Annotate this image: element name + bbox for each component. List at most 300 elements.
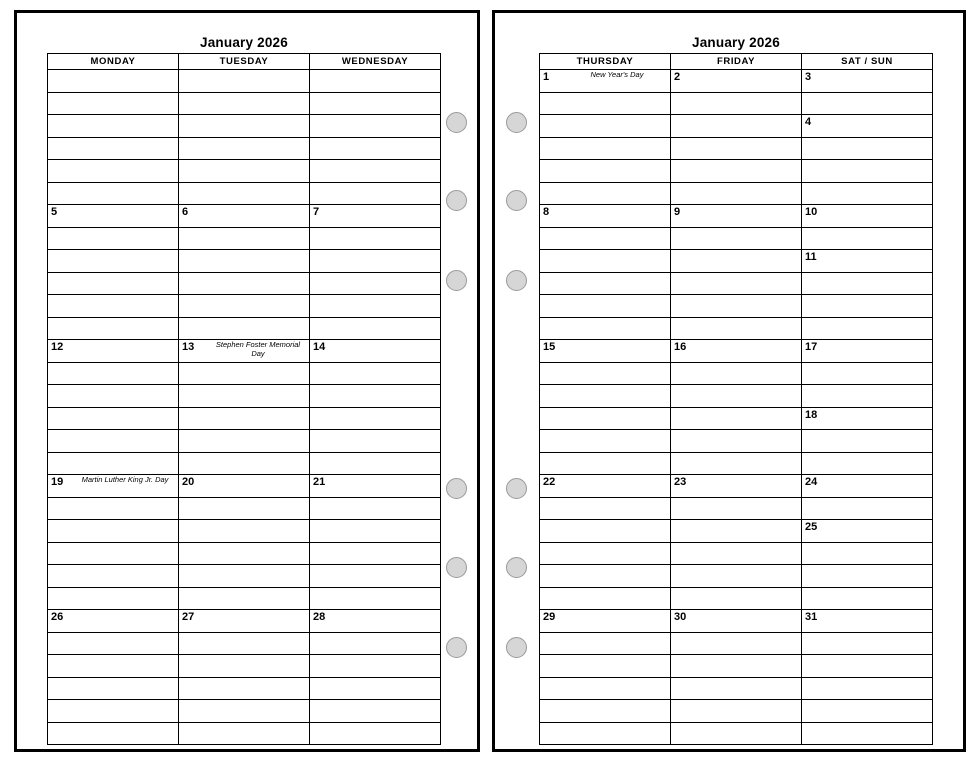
day-cell[interactable]: [48, 70, 179, 93]
day-cell[interactable]: [802, 610, 933, 633]
note-line[interactable]: [671, 452, 802, 475]
note-row: [540, 655, 933, 678]
note-line[interactable]: [179, 227, 310, 250]
binder-ring: [446, 270, 467, 291]
note-line[interactable]: [48, 317, 179, 340]
note-line[interactable]: [310, 722, 441, 745]
note-line[interactable]: [179, 655, 310, 678]
day-cell[interactable]: [802, 520, 933, 543]
day-cell[interactable]: [179, 205, 310, 228]
note-line[interactable]: [179, 295, 310, 318]
note-line[interactable]: [179, 677, 310, 700]
note-line[interactable]: [671, 385, 802, 408]
note-line[interactable]: [802, 700, 933, 723]
note-line[interactable]: [802, 227, 933, 250]
note-line[interactable]: [671, 92, 802, 115]
note-line[interactable]: [48, 407, 179, 430]
note-line[interactable]: [310, 497, 441, 520]
day-cell[interactable]: [671, 475, 802, 498]
day-cell[interactable]: [179, 610, 310, 633]
day-cell[interactable]: [179, 70, 310, 93]
note-line[interactable]: [179, 385, 310, 408]
note-line[interactable]: [310, 137, 441, 160]
day-cell[interactable]: [671, 610, 802, 633]
note-row: [540, 250, 933, 273]
note-line[interactable]: [310, 115, 441, 138]
note-line[interactable]: [48, 677, 179, 700]
note-line[interactable]: [540, 655, 671, 678]
day-number: 21: [313, 476, 326, 488]
day-cell[interactable]: [48, 610, 179, 633]
note-line[interactable]: [540, 407, 671, 430]
note-row: [540, 407, 933, 430]
note-line[interactable]: [540, 520, 671, 543]
note-line[interactable]: [540, 317, 671, 340]
note-row: [540, 385, 933, 408]
day-cell[interactable]: [802, 205, 933, 228]
note-line[interactable]: [540, 565, 671, 588]
note-line[interactable]: [671, 430, 802, 453]
note-line[interactable]: [310, 587, 441, 610]
day-cell[interactable]: [310, 475, 441, 498]
day-number: 25: [805, 521, 818, 533]
day-cell[interactable]: [310, 340, 441, 363]
day-number: 22: [543, 476, 556, 488]
note-row: [540, 722, 933, 745]
note-line[interactable]: [48, 272, 179, 295]
binder-ring: [506, 478, 527, 499]
day-cell[interactable]: [310, 610, 441, 633]
note-line[interactable]: [802, 565, 933, 588]
week-row: [540, 610, 933, 633]
note-line[interactable]: [48, 295, 179, 318]
note-line[interactable]: [310, 430, 441, 453]
note-line[interactable]: [48, 722, 179, 745]
day-number: 14: [313, 341, 326, 353]
note-line[interactable]: [671, 520, 802, 543]
day-cell[interactable]: [48, 475, 179, 498]
note-line[interactable]: [179, 317, 310, 340]
note-line[interactable]: [179, 250, 310, 273]
day-number: 12: [51, 341, 64, 353]
note-row: [540, 182, 933, 205]
note-line[interactable]: [802, 542, 933, 565]
note-line[interactable]: [802, 362, 933, 385]
note-line[interactable]: [802, 430, 933, 453]
note-row: [48, 272, 441, 295]
note-line[interactable]: [310, 227, 441, 250]
column-header-sat-sun: SAT / SUN: [802, 54, 933, 70]
holiday-label: New Year's Day: [590, 70, 644, 79]
day-cell[interactable]: [671, 340, 802, 363]
note-line[interactable]: [310, 407, 441, 430]
note-line[interactable]: [540, 430, 671, 453]
note-line[interactable]: [540, 272, 671, 295]
binder-ring: [506, 637, 527, 658]
note-line[interactable]: [179, 272, 310, 295]
note-row: [48, 632, 441, 655]
note-line[interactable]: [540, 92, 671, 115]
note-line[interactable]: [671, 565, 802, 588]
day-number: 9: [674, 206, 681, 218]
note-line[interactable]: [310, 542, 441, 565]
left-column-header-row: [48, 54, 441, 70]
note-line[interactable]: [540, 632, 671, 655]
day-cell[interactable]: [802, 475, 933, 498]
note-line[interactable]: [310, 677, 441, 700]
day-cell[interactable]: [310, 205, 441, 228]
note-line[interactable]: [671, 160, 802, 183]
note-line[interactable]: [179, 92, 310, 115]
day-cell[interactable]: [540, 610, 671, 633]
binder-ring: [446, 557, 467, 578]
note-row: [540, 227, 933, 250]
note-line[interactable]: [179, 587, 310, 610]
left-page-content: [47, 35, 441, 733]
binder-ring: [446, 478, 467, 499]
note-line[interactable]: [310, 160, 441, 183]
day-number: 28: [313, 611, 326, 623]
day-number: 26: [51, 611, 64, 623]
day-number: 5: [51, 206, 58, 218]
note-line[interactable]: [179, 452, 310, 475]
note-line[interactable]: [310, 565, 441, 588]
note-line[interactable]: [540, 452, 671, 475]
note-line[interactable]: [671, 182, 802, 205]
day-number: 31: [805, 611, 818, 623]
note-row: [540, 362, 933, 385]
note-row: [540, 565, 933, 588]
note-line[interactable]: [540, 137, 671, 160]
note-row: [540, 92, 933, 115]
binder-ring: [506, 112, 527, 133]
binder-ring: [446, 637, 467, 658]
note-line[interactable]: [179, 722, 310, 745]
note-row: [48, 160, 441, 183]
note-line[interactable]: [671, 700, 802, 723]
day-number: 18: [805, 408, 818, 421]
note-row: [540, 632, 933, 655]
week-row: [48, 70, 441, 93]
note-row: [48, 722, 441, 745]
note-line[interactable]: [48, 542, 179, 565]
note-row: [540, 677, 933, 700]
day-cell[interactable]: [671, 70, 802, 93]
right-week-grid: [539, 53, 933, 745]
note-line[interactable]: [179, 700, 310, 723]
note-line[interactable]: [48, 497, 179, 520]
day-cell[interactable]: [671, 205, 802, 228]
column-header-wednesday: WEDNESDAY: [310, 54, 441, 70]
note-line[interactable]: [310, 655, 441, 678]
note-line[interactable]: [48, 362, 179, 385]
note-line[interactable]: [310, 632, 441, 655]
note-line[interactable]: [540, 722, 671, 745]
note-line[interactable]: [802, 137, 933, 160]
note-line[interactable]: [540, 385, 671, 408]
note-line[interactable]: [310, 520, 441, 543]
binder-ring: [506, 557, 527, 578]
day-cell[interactable]: [802, 70, 933, 93]
note-line[interactable]: [48, 632, 179, 655]
day-number: 27: [182, 611, 195, 623]
day-cell[interactable]: [802, 250, 933, 273]
day-number: 24: [805, 476, 818, 488]
day-cell[interactable]: [540, 205, 671, 228]
note-line[interactable]: [48, 655, 179, 678]
day-number: 20: [182, 476, 195, 488]
note-line[interactable]: [671, 227, 802, 250]
day-number: 4: [805, 116, 812, 128]
note-line[interactable]: [671, 587, 802, 610]
note-line[interactable]: [671, 677, 802, 700]
note-line[interactable]: [48, 520, 179, 543]
note-line[interactable]: [540, 677, 671, 700]
note-row: [48, 520, 441, 543]
note-line[interactable]: [802, 272, 933, 295]
day-cell[interactable]: [179, 340, 310, 363]
note-row: [48, 565, 441, 588]
note-row: [48, 385, 441, 408]
note-line[interactable]: [802, 722, 933, 745]
day-number: 23: [674, 476, 687, 488]
note-line[interactable]: [540, 295, 671, 318]
note-row: [540, 542, 933, 565]
binder-ring: [446, 112, 467, 133]
note-line[interactable]: [179, 362, 310, 385]
right-month-title: January 2026: [692, 35, 780, 50]
note-line[interactable]: [48, 250, 179, 273]
binder-ring: [506, 190, 527, 211]
day-number: 15: [543, 341, 556, 353]
binder-ring: [506, 270, 527, 291]
note-row: [540, 430, 933, 453]
note-line[interactable]: [540, 497, 671, 520]
day-cell[interactable]: [310, 70, 441, 93]
day-number: 29: [543, 611, 556, 623]
note-line[interactable]: [179, 115, 310, 138]
day-cell[interactable]: [540, 340, 671, 363]
note-line[interactable]: [310, 272, 441, 295]
note-row: [48, 407, 441, 430]
note-line[interactable]: [540, 160, 671, 183]
note-line[interactable]: [179, 565, 310, 588]
day-cell[interactable]: [540, 475, 671, 498]
day-number: 2: [674, 71, 681, 83]
column-header-monday: MONDAY: [48, 54, 179, 70]
note-line[interactable]: [48, 587, 179, 610]
week-row: [48, 610, 441, 633]
day-number: 30: [674, 611, 687, 623]
note-row: [540, 160, 933, 183]
note-line[interactable]: [48, 385, 179, 408]
day-number: 13: [182, 341, 195, 353]
note-line[interactable]: [310, 250, 441, 273]
right-page: [492, 10, 966, 752]
note-line[interactable]: [802, 160, 933, 183]
note-line[interactable]: [671, 295, 802, 318]
day-cell[interactable]: [48, 340, 179, 363]
note-line[interactable]: [48, 565, 179, 588]
week-row: [540, 70, 933, 93]
holiday-label: Martin Luther King Jr. Day: [81, 475, 169, 484]
note-line[interactable]: [310, 92, 441, 115]
note-line[interactable]: [671, 407, 802, 430]
note-line[interactable]: [179, 430, 310, 453]
note-line[interactable]: [540, 362, 671, 385]
column-header-thursday: THURSDAY: [540, 54, 671, 70]
day-number: 19: [51, 476, 64, 488]
note-row: [48, 430, 441, 453]
day-number: 17: [805, 341, 818, 353]
note-row: [48, 182, 441, 205]
week-row: [48, 475, 441, 498]
note-line[interactable]: [179, 542, 310, 565]
week-row: [48, 340, 441, 363]
note-row: [48, 227, 441, 250]
note-row: [48, 317, 441, 340]
note-line[interactable]: [48, 700, 179, 723]
note-line[interactable]: [179, 160, 310, 183]
week-row: [540, 340, 933, 363]
day-number: 10: [805, 206, 818, 218]
note-line[interactable]: [540, 227, 671, 250]
note-line[interactable]: [310, 295, 441, 318]
note-line[interactable]: [179, 407, 310, 430]
right-column-header-row: [540, 54, 933, 70]
note-line[interactable]: [802, 655, 933, 678]
note-row: [48, 497, 441, 520]
note-line[interactable]: [802, 452, 933, 475]
note-line[interactable]: [310, 452, 441, 475]
note-line[interactable]: [310, 182, 441, 205]
note-line[interactable]: [802, 385, 933, 408]
left-week-grid: [47, 53, 441, 745]
note-line[interactable]: [671, 722, 802, 745]
binder-rings-right: [506, 0, 536, 768]
note-line[interactable]: [48, 430, 179, 453]
binder-ring: [446, 190, 467, 211]
note-line[interactable]: [802, 587, 933, 610]
note-line[interactable]: [671, 317, 802, 340]
note-row: [540, 587, 933, 610]
note-line[interactable]: [802, 92, 933, 115]
binder-rings-left: [446, 0, 476, 768]
week-row: [540, 475, 933, 498]
note-row: [48, 250, 441, 273]
note-line[interactable]: [310, 700, 441, 723]
note-row: [540, 700, 933, 723]
note-line[interactable]: [540, 587, 671, 610]
note-row: [540, 137, 933, 160]
note-line[interactable]: [802, 497, 933, 520]
note-line[interactable]: [310, 385, 441, 408]
note-row: [540, 520, 933, 543]
note-line[interactable]: [48, 115, 179, 138]
note-line[interactable]: [671, 250, 802, 273]
note-line[interactable]: [671, 362, 802, 385]
note-line[interactable]: [802, 677, 933, 700]
left-page: [14, 10, 480, 752]
note-row: [48, 677, 441, 700]
note-line[interactable]: [540, 115, 671, 138]
column-header-friday: FRIDAY: [671, 54, 802, 70]
note-row: [540, 272, 933, 295]
note-line[interactable]: [802, 317, 933, 340]
note-line[interactable]: [671, 137, 802, 160]
note-line[interactable]: [671, 497, 802, 520]
day-cell[interactable]: [802, 407, 933, 430]
note-row: [48, 137, 441, 160]
note-row: [48, 542, 441, 565]
day-number: 3: [805, 71, 812, 83]
day-cell[interactable]: [540, 70, 671, 93]
note-line[interactable]: [179, 182, 310, 205]
note-line[interactable]: [310, 362, 441, 385]
note-row: [48, 655, 441, 678]
left-month-title: January 2026: [200, 35, 288, 50]
note-line[interactable]: [671, 542, 802, 565]
note-line[interactable]: [48, 227, 179, 250]
day-number: 11: [805, 251, 817, 263]
note-line[interactable]: [48, 92, 179, 115]
note-line[interactable]: [671, 115, 802, 138]
day-cell[interactable]: [179, 475, 310, 498]
note-line[interactable]: [179, 137, 310, 160]
day-number: 7: [313, 206, 320, 218]
note-row: [48, 92, 441, 115]
note-line[interactable]: [48, 137, 179, 160]
day-cell[interactable]: [48, 205, 179, 228]
note-line[interactable]: [179, 497, 310, 520]
week-row: [48, 205, 441, 228]
column-header-tuesday: TUESDAY: [179, 54, 310, 70]
day-number: 8: [543, 206, 550, 218]
note-row: [48, 587, 441, 610]
note-row: [48, 452, 441, 475]
right-page-content: [539, 35, 933, 733]
note-line[interactable]: [48, 182, 179, 205]
note-line[interactable]: [671, 655, 802, 678]
day-number: 6: [182, 206, 189, 218]
note-line[interactable]: [540, 700, 671, 723]
note-row: [48, 115, 441, 138]
note-line[interactable]: [671, 632, 802, 655]
note-line[interactable]: [48, 452, 179, 475]
note-row: [48, 295, 441, 318]
note-line[interactable]: [179, 520, 310, 543]
note-line[interactable]: [802, 632, 933, 655]
note-row: [48, 362, 441, 385]
day-number: 16: [674, 341, 687, 353]
day-number: 1: [543, 71, 550, 83]
note-line[interactable]: [802, 295, 933, 318]
holiday-label: Stephen Foster Memorial Day: [215, 340, 301, 358]
note-line[interactable]: [310, 317, 441, 340]
day-cell[interactable]: [802, 115, 933, 138]
note-line[interactable]: [671, 272, 802, 295]
note-line[interactable]: [48, 160, 179, 183]
note-row: [48, 700, 441, 723]
note-row: [540, 317, 933, 340]
note-line[interactable]: [540, 542, 671, 565]
day-cell[interactable]: [802, 340, 933, 363]
note-row: [540, 295, 933, 318]
note-line[interactable]: [179, 632, 310, 655]
note-line[interactable]: [802, 182, 933, 205]
note-line[interactable]: [540, 182, 671, 205]
note-line[interactable]: [540, 250, 671, 273]
